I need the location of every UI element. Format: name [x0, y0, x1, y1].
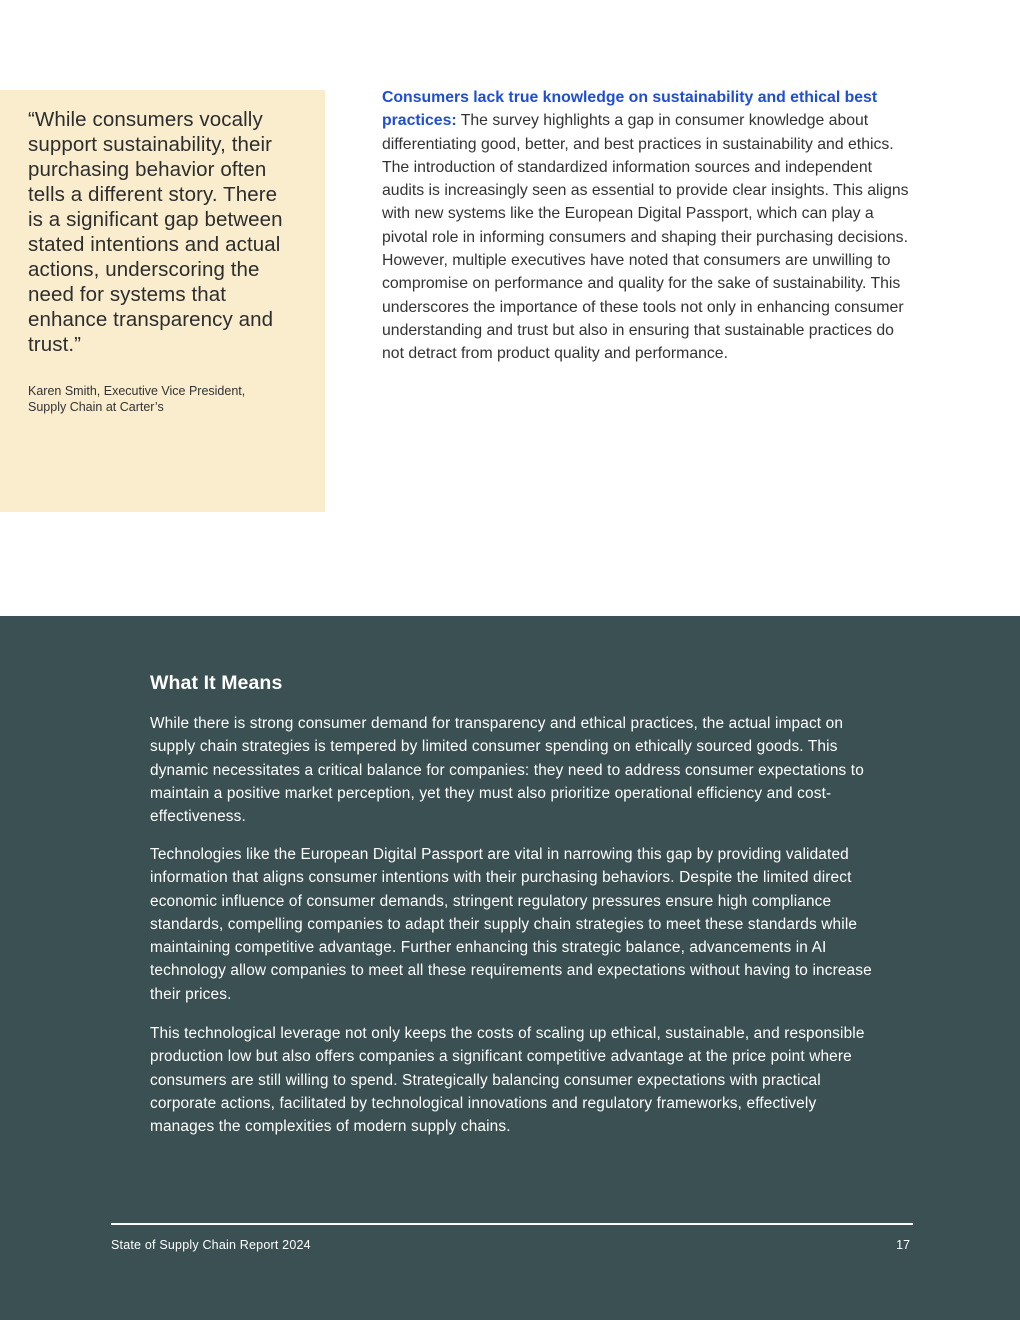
- intro-body-text: The survey highlights a gap in consumer knowledge about differentiating good, better, and best practices in sustainability and ethics. The introduction of standardized information sources and independent audits is increasingly seen as essential to provide clear insights. This aligns with new systems like the European Digital Passport, which can play a pivotal role in informing consumers and shaping their purchasing decisions. However, multiple executives have noted that consumers are unwilling to compromise on performance and quality for the sake of sustainability. This underscores the importance of these tools not only in enhancing consumer understanding and trust but also in ensuring that sustainable practices do not detract from product quality and performance.: [382, 112, 909, 363]
- section-title: What It Means: [150, 672, 283, 694]
- pull-quote-text: “While consumers vocally support sustainability, their purchasing behavior often tells a different story. There is a significant gap between stated intentions and actual actions, underscoring the need for systems that enhance transparency and trust.”: [28, 108, 283, 356]
- pull-quote-card: [0, 90, 325, 512]
- section-paragraph-3: This technological leverage not only keeps the costs of scaling up ethical, sustainable, and responsible production low but also offers companies a significant competitive advantage at the price point where consumers are still willing to spend. Strategically balancing consumer expectations with practical corporate actions, facilitated by technological innovations and regulatory frameworks, effectively manages the complexities of modern supply chains.: [150, 1025, 865, 1136]
- quote-attribution: [28, 383, 285, 415]
- footer-divider: [111, 1223, 913, 1225]
- attribution-company: Supply Chain at Carter’s: [28, 400, 164, 414]
- attribution-name-title: Karen Smith, Executive Vice President,: [28, 384, 246, 398]
- section-paragraph-2: Technologies like the European Digital Passport are vital in narrowing this gap by providing validated information that aligns consumer intentions with their purchasing behaviors. Despite the limited direct economic influence of consumer demands, stringent regulatory pressures ensure high compliance standards, compelling companies to adapt their supply chain strategies to meet these standards while maintaining competitive advantage. Further enhancing this strategic balance, advancements in AI technology allow companies to meet all these requirements and expectations without having to increase their prices.: [150, 846, 872, 1003]
- section-paragraph-1: While there is strong consumer demand for transparency and ethical practices, the actual impact on supply chain strategies is tempered by limited consumer spending on ethically sourced goods. This dynamic necessitates a critical balance for companies: they need to address consumer expectations to maintain a positive market perception, yet they must also prioritize operational efficiency and cost-effectiveness.: [150, 715, 864, 826]
- intro-lead-heading: Consumers lack true knowledge on sustainability and ethical best practices:: [382, 89, 878, 130]
- footer-report-title: State of Supply Chain Report 2024: [111, 1238, 311, 1252]
- what-it-means-panel: [0, 616, 1020, 1320]
- footer-page-number: 17: [896, 1238, 910, 1252]
- intro-paragraph: [382, 86, 914, 366]
